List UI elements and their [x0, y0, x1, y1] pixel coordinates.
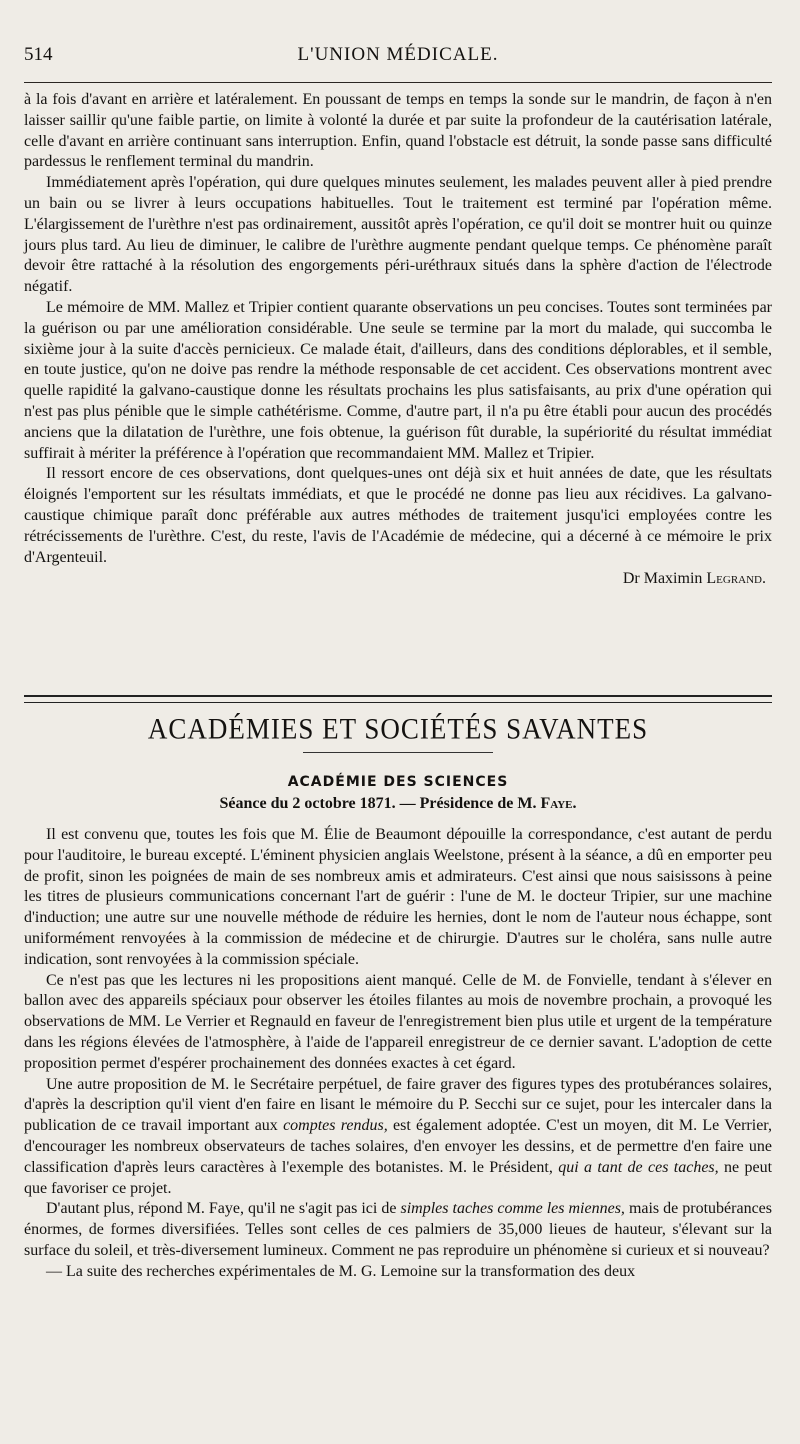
paragraph: Immédiatement après l'opération, qui dure quelques minutes seulement, les malades peuvent aller à pied prendre un bain ou se livrer à leurs occupations habituelles. Tout le traitement est terminé par l'opération même. L'élargissement de l'urèthre n'est pas ordinairement, aussitôt après l'opération, ce qu'il doit se montrer huit ou quinze jours plus tard. Au lieu de diminuer, le calibre de l'urèthre augmente pendant quelque temps. Ce phénomène paraît devoir être rattaché à la résolution des engorgements péri-uréthraux situés dans la sphère d'action de l'électrode négatif.: [24, 174, 772, 296]
signature: [24, 568, 772, 589]
running-title: L'UNION MÉDICALE.: [297, 44, 499, 65]
title-rule: [303, 752, 493, 753]
section-academies: [24, 712, 772, 1283]
paragraph: Il est convenu que, toutes les fois que M. Élie de Beaumont dépouille la correspondance, c'est autant de perdu pour l'auditoire, le bureau excepté. L'éminent physicien anglais Weelstone, présent à la séance, a dû en emporter peu de profit, sinon les poignées de main de ses nombreux amis et admirateurs. C'est ainsi que nous saisissons à peine les titres de plusieurs communications concernant l'art de guérir : l'une de M. le docteur Tripier, sur une machine d'induction; une autre sur une nouvelle méthode de réduire les hernies, dont le nom de l'auteur nous échappe, sont uniformément renvoyées à la commission de médecine et de chirurgie. D'autres sur le choléra, sans nulle autre indication, sont renvoyées à la commission spéciale.: [24, 826, 772, 968]
header-rule: [24, 82, 772, 83]
section-divider: [24, 695, 772, 703]
text-run: D'autant plus, répond M. Faye, qu'il ne s'agit pas ici de: [46, 1200, 397, 1218]
text-run: Une autre proposition de M. le Secrétaire perpétuel, de faire graver des figures types des protubérances solaires, d'après la description qu'il vient d'en faire en lisant le mémoire du P. Secchi sur ce sujet, pour les intercaler dans la publication de ce travail important aux: [24, 1075, 772, 1135]
italic-run: comptes rendus,: [283, 1117, 388, 1135]
seance-text: Séance du 2 octobre 1871. — Présidence de M.: [219, 795, 537, 812]
academy-heading: ACADÉMIE DES SCIENCES: [287, 774, 509, 790]
text-run: mais de protubérances énormes, de formes diversifiées. Telles sont celles de ces palmiers de 35,000 lieues de hauteur, s'élevant sur la surface du soleil, et très-diversement lumineux. Comment ne pas reproduire un phénomène si curieux et si nouveau?: [24, 1200, 773, 1259]
seance-president: Faye.: [540, 795, 577, 812]
signature-name: Legrand.: [706, 570, 766, 588]
italic-run: simples taches comme les miennes,: [400, 1200, 625, 1218]
paragraph: [24, 1075, 772, 1200]
seance-line: [24, 793, 772, 815]
text-run: est également adoptée. C'est un moyen, dit M. Le Verrier, d'encourager les nombreux observateurs de taches solaires, d'en envoyer les dessins, et de permettre d'en faire une classification d'après leurs caractères à l'exemple des botanistes. M. le Président,: [24, 1117, 772, 1176]
paragraph: [24, 1199, 772, 1261]
text-run: ne peut que favoriser ce projet.: [24, 1158, 773, 1197]
page-number: 514: [24, 44, 53, 65]
paragraph: — La suite des recherches expérimentales de M. G. Lemoine sur la transformation des deux: [46, 1262, 636, 1280]
paragraph: Ce n'est pas que les lectures ni les propositions aient manqué. Celle de M. de Fonvielle, tendant à s'élever en ballon avec des appareils spéciaux pour observer les étoiles filantes au mois de novembre prochain, a provoqué les observations de MM. Le Verrier et Regnauld en faveur de l'enregistrement bien plus utile et urgent de la température dans les régions élevées de l'atmosphère, à l'aide de l'appareil enregistreur de ce dernier savant. L'adoption de cette proposition permet d'espérer prochainement des données exactes à cet égard.: [24, 971, 772, 1072]
paragraph: Il ressort encore de ces observations, dont quelques-unes ont déjà six et huit années de date, que les résultats éloignés l'emportent sur les résultats immédiats, et que le procédé ne donne pas lieu aux récidives. La galvano-caustique chimique paraît donc préférable aux autres méthodes de traitement jusqu'ici employées contre les rétrécissements de l'urèthre. C'est, du reste, l'avis de l'Académie de médecine, qui a décerné à ce mémoire le prix d'Argenteuil.: [24, 465, 772, 566]
page-header: [24, 44, 772, 68]
signature-prefix: Dr Maximin: [622, 570, 703, 588]
paragraph: Le mémoire de MM. Mallez et Tripier contient quarante observations un peu concises. Toutes sont terminées par la guérison ou par une amélioration considérable. Une seule se termine par la mort du malade, qui succomba le sixième jour à la suite d'accès pernicieux. Ce malade était, d'ailleurs, dans des conditions déplorables, et il semble, en toute justice, qu'on ne doive pas rendre la méthode responsable de cet accident. Ces observations montrent avec quelle rapidité la galvano-caustique donne les résultats prochains les plus satisfaisants, au prix d'une opération qui n'est pas plus pénible que le simple cathétérisme. Comme, d'autre part, il n'a pu être établi pour aucun des procédés anciens que la dilatation de l'urèthre, une fois obtenue, la guérison fût durable, la supériorité du résultat immédiat suffirait à mériter la préférence à l'opération que recommandaient MM. Mallez et Tripier.: [24, 298, 772, 462]
article-urethra: [24, 90, 772, 589]
paragraph: à la fois d'avant en arrière et latéralement. En poussant de temps en temps la sonde sur le mandrin, de façon à n'en laisser saillir qu'une faible partie, on limite à volonté la durée et par suite la profondeur de la cautérisation latérale, celle d'avant en arrière continuant sans interruption. Enfin, quand l'obstacle est détruit, la sonde passe sans difficulté pardessus le renflement terminal du mandrin.: [24, 91, 772, 171]
italic-run: qui a tant de ces taches,: [558, 1158, 719, 1176]
section-title: ACADÉMIES ET SOCIÉTÉS SAVANTES: [147, 712, 649, 746]
article-academie: [24, 825, 772, 1283]
